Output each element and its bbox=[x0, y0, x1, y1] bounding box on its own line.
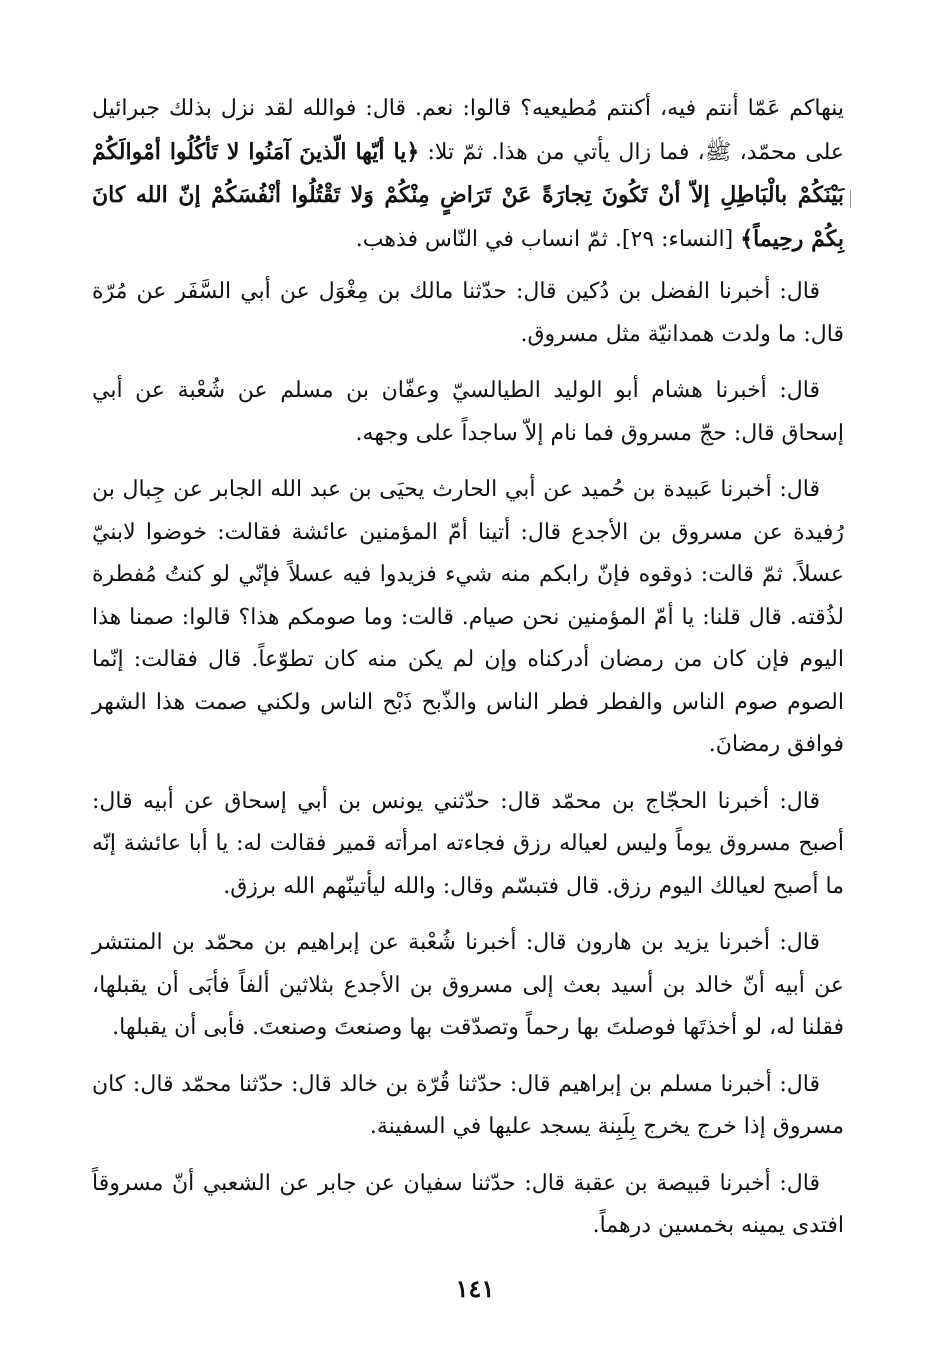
paragraph-text: قال: أخبرنا هشام أبو الوليد الطيالسيّ وعفّان بن مسلم عن شُعْبة عن أبي إسحاق قال: حجّ مسروق فما نام إلاّ ساجداً على وجهه. bbox=[92, 378, 844, 446]
paragraph-text: قال: أخبرنا قبيصة بن عقبة قال: حدّثنا سفيان عن جابر عن الشعبي أنّ مسروقاً افتدى يمينه بخمسين درهماً. bbox=[92, 1170, 844, 1238]
paragraph-text: قال: أخبرنا يزيد بن هارون قال: أخبرنا شُعْبة عن إبراهيم بن محمّد بن المنتشر عن أبيه أنّ خالد بن أسيد بعث إلى مسروق بن الأجدع بثلاثين ألفاً فأبَى أن يقبلها، فقلنا له، لو أخذتَها فوصلتَ بها رحماً وتصدّقت بها وصنعتَ وصنعتَ. فأبى أن يقبلها. bbox=[92, 930, 844, 1040]
narration-paragraph bbox=[92, 271, 844, 356]
paragraph-text: قال: أخبرنا الحجّاج بن محمّد قال: حدّثني يونس بن أبي إسحاق عن أبيه قال: أصبح مسروق يوماً وليس لعياله رزق فجاءته امرأته قمير فقالت له: يا أبا عائشة إنّه ما أصبح لعيالك اليوم رزق. قال فتبسّم وقال: والله ليأتينّهم الله برزق. bbox=[92, 788, 844, 899]
paragraph-text: قال: أخبرنا مسلم بن إبراهيم قال: حدّثنا قُرّة بن خالد قال: حدّثنا محمّد قال: كان مسروق إذا خرج يخرج بِلَبِنة يسجد عليها في السفينة. bbox=[92, 1071, 844, 1139]
page-body bbox=[92, 88, 844, 1248]
paragraph-text: [النساء: ٢٩]. ثمّ انساب في النّاس فذهب. bbox=[355, 226, 741, 252]
narration-paragraph bbox=[92, 370, 844, 455]
quran-verse: ﴿يا أيّها الّذينَ آمَنُوا لا تَأكُلُوا أمْوالَكُمْ بَيْنَكُمْ بالْبَاطِلِ إلاّ أنْ تَكُونَ تِجارَةً عَنْ تَرَاضٍ مِنْكُمْ وَلا تَقْتُلُوا أنْفُسَكُمْ إنّ الله كانَ بِكُمْ رحِيماً﴾ bbox=[92, 138, 844, 252]
narration-paragraph bbox=[92, 781, 844, 909]
narration-paragraph bbox=[92, 469, 844, 767]
narration-paragraph bbox=[92, 1064, 844, 1149]
narration-paragraph bbox=[92, 1163, 844, 1248]
paragraph-text: قال: أخبرنا الفضل بن دُكين قال: حدّثنا مالك بن مِغْوَل عن أبي السَّفَر عن مُرّة قال: ما ولدت همدانيّة مثل مسروق. bbox=[92, 279, 844, 347]
margin-mark bbox=[850, 190, 851, 208]
narration-paragraph bbox=[92, 922, 844, 1050]
paragraph-text: قال: أخبرنا عَبيدة بن حُميد عن أبي الحارث يحيَى بن عبد الله الجابر عن جِبال بن رُفيدة عن مسروق بن الأجدع قال: أتينا أمّ المؤمنين عائشة فقالت: خوضوا لابنيّ عسلاً. ثمّ قالت: ذوقوه فإنّ رابكم منه شيء فزيدوا فيه عسلاً فإنّي لو كنتُ مُفطرة لذُقته. قال قلنا: يا أمّ المؤمنين نحن صيام. قالت: وما صومكم هذا؟ قالوا: صمنا هذا اليوم فإن كان من رمضان أدركناه وإن لم يكن منه كان تطوّعاً. قال فقالت: إنّما الصوم صوم الناس والفطر فطر الناس والذّبح ذَبْح الناس ولكني صمت هذا الشهر فوافق رمضانَ. bbox=[92, 477, 844, 757]
paragraph-quran-passage bbox=[92, 88, 844, 261]
paragraph-text: ينهاكم عَمّا أنتم فيه، أكنتم مُطيعيه؟ قالوا: نعم. قال: فوالله لقد نزل بذلك جبرائيل على محمّد، ﷺ، فما زال يأتي من هذا. ثمّ تلا: bbox=[92, 96, 844, 165]
page-number: ١٤١ bbox=[455, 1274, 495, 1303]
